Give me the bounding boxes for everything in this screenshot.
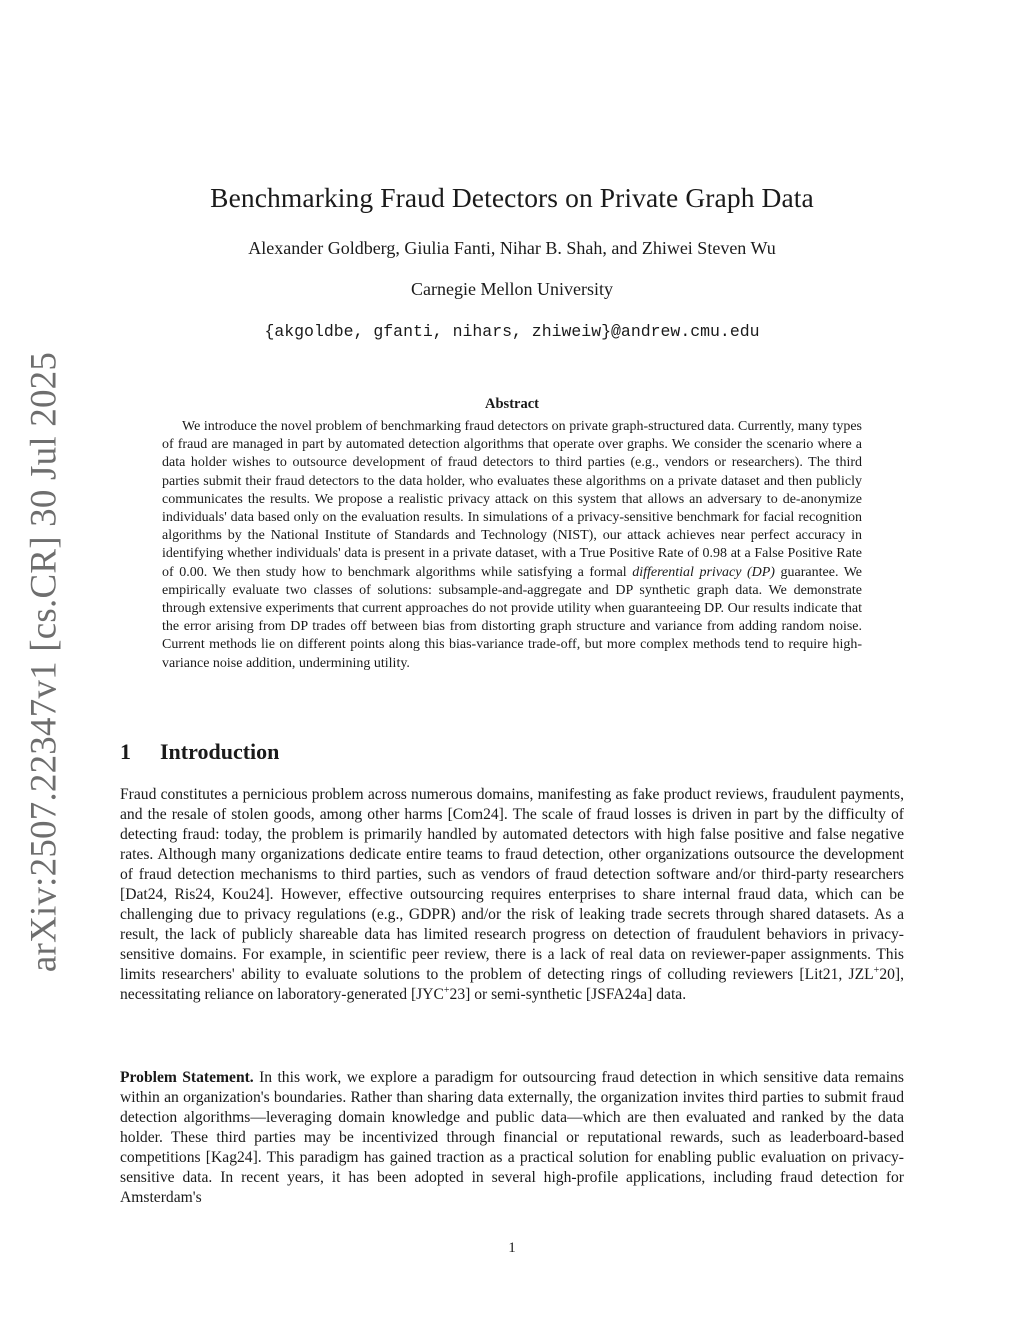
abstract-text-part1: We introduce the novel problem of benchmarking fraud detectors on private graph-structured data. Currently, many types of fraud are managed in part by automated detection algorithms that operate over graphs. We consider the scenario where a data holder wishes to outsource development of fraud detectors to third parties (e.g., vendors or researchers). The third parties submit their fraud detectors to the data holder, who evaluates these algorithms on a private dataset and then publicly communicates the results. We propose a realistic privacy attack on this system that allows an adversary to de-anonymize individuals' data based only on the evaluation results. In simulations of a privacy-sensitive benchmark for facial recognition algorithms by the National Institute of Standards and Technology (NIST), our attack achieves near perfect accuracy in identifying whether individuals' data is present in a private dataset, with a True Positive Rate of 0.98 at a False Positive Rate of 0.00. We then study how to benchmark algorithms while satisfying a formal <box>162 419 862 580</box>
intro-p1-sup2: + <box>443 984 450 996</box>
problem-statement-run-in: Problem Statement. <box>120 1069 254 1086</box>
author-emails <box>0 320 1024 341</box>
intro-p1-part1: Fraud constitutes a pernicious problem across numerous domains, manifesting as fake product reviews, fraudulent payments, and the resale of stolen goods, among other harms [Com24]. The scale of fraud losses is driven in part by the difficulty of detecting fraud: today, the problem is primarily handled by automated detectors with high false positive and false negative rates. Although many organizations dedicate entire teams to fraud detection, other organizations outsource the development of fraud detection mechanisms to third parties, such as vendors of fraud detection software and/or third-party researchers [Dat24, Ris24, Kou24]. However, effective outsourcing requires enterprises to share internal fraud data, which can be challenging due to privacy regulations (e.g., GDPR) and/or the risk of leaking trade secrets through shared datasets. As a result, the lack of publicly shareable data has limited research progress on detection of fraudulent behaviors in privacy-sensitive domains. For example, in scientific peer review, there is a lack of real data on reviewer-paper assignments. This limits researchers' ability to evaluate solutions to the problem of detecting rings of colluding reviewers [Lit21, JZL <box>120 786 904 983</box>
paper-title: Benchmarking Fraud Detectors on Private Graph Data <box>210 182 814 213</box>
affiliation: Carnegie Mellon University <box>411 279 613 299</box>
abstract-heading: Abstract <box>485 396 539 412</box>
intro-p1-part3: 23] or semi-synthetic [JSFA24a] data. <box>449 986 687 1003</box>
author-list: Alexander Goldberg, Giulia Fanti, Nihar B. Shah, and Zhiwei Steven Wu <box>248 238 776 258</box>
intro-p1-part2: 20], necessitating reliance on laboratory-generated [JYC <box>120 966 904 1003</box>
page-number: 1 <box>508 1240 516 1256</box>
intro-paragraph-2 <box>120 1068 904 1208</box>
abstract-text-part2: guarantee. We empirically evaluate two classes of solutions: subsample-and-aggregate and DP synthetic graph data. We demonstrate through extensive experiments that current approaches do not provide utility when guaranteeing DP. Our results indicate that the error arising from DP trades off between bias from distorting graph structure and variance from adding random noise. Current methods lie on different points along this bias-variance trade-off, but more complex methods tend to require high-variance noise addition, undermining utility. <box>162 564 863 671</box>
intro-p1-sup1: + <box>873 964 880 976</box>
intro-paragraph-1 <box>120 785 904 1005</box>
section-number: 1 <box>120 739 131 764</box>
arxiv-side-identifier: arXiv:2507.22347v1 [cs.CR] 30 Jul 2025 <box>23 351 65 973</box>
abstract-body <box>162 418 862 673</box>
section-title: Introduction <box>160 739 280 764</box>
intro-p2-text: In this work, we explore a paradigm for outsourcing fraud detection in which sensitive data remains within an organization's boundaries. Rather than sharing data externally, the organization invites third parties to submit fraud detection algorithms—leveraging domain knowledge and public data—which are then evaluated and ranked by the data holder. These third parties may be incentivized through financial or reputational rewards, such as leaderboard-based competitions [Kag24]. This paradigm has gained traction as a practical solution for enabling public evaluation on privacy-sensitive data. In recent years, it has been adopted in several high-profile applications, including fraud detection for Amsterdam's <box>120 1069 905 1206</box>
email-text: {akgoldbe, gfanti, nihars, zhiweiw}@andrew.cmu.edu <box>264 322 760 341</box>
abstract-emphasis: differential privacy (DP) <box>632 564 775 580</box>
section-heading-introduction <box>120 739 279 765</box>
